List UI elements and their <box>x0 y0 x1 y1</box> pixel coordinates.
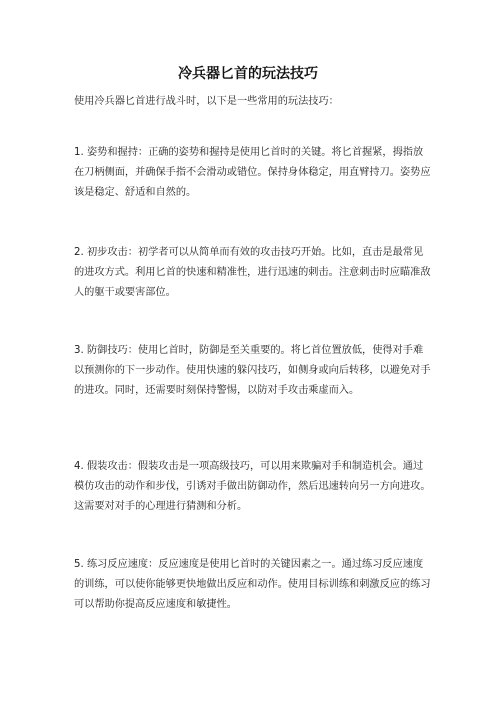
section-line: 该是稳定、舒适和自然的。 <box>74 187 197 198</box>
section-line: 在刀柄侧面，并确保手指不会滑动或错位。保持身体稳定，用直臂持刀。姿势应 <box>74 167 431 178</box>
section-line: 这需要对对手的心理进行猜测和分析。 <box>74 501 248 512</box>
section-line: 的进攻方式。利用匕首的快速和精准性，进行迅速的刺击。注意刺击时应瞄准敌 <box>74 267 431 278</box>
section-line: 4. 假装攻击：假装攻击是一项高级技巧，可以用来欺骗对手和制造机会。通过 <box>74 461 424 472</box>
section-line: 5. 练习反应速度：反应速度是使用匕首时的关键因素之一。通过练习反应速度 <box>74 559 424 570</box>
section-5 <box>74 555 431 615</box>
section-line: 的进攻。同时，还需要时刻保持警惕，以防对手攻击乘虚而入。 <box>74 385 360 396</box>
section-2 <box>74 243 431 303</box>
document-title: 冷兵器匕首的玩法技巧 <box>178 66 318 82</box>
section-line: 人的躯干或要害部位。 <box>74 287 176 298</box>
section-line: 2. 初步攻击：初学者可以从简单而有效的攻击技巧开始。比如，直击是最常见 <box>74 247 424 258</box>
section-line: 1. 姿势和握持：正确的姿势和握持是使用匕首时的关键。将匕首握紧，拇指放 <box>74 147 424 158</box>
section-line: 模仿攻击的动作和步伐，引诱对手做出防御动作，然后迅速转向另一方向进攻。 <box>74 481 431 492</box>
section-line: 可以帮助你提高反应速度和敏捷性。 <box>74 599 237 610</box>
section-line: 以预测你的下一步动作。使用快速的躲闪技巧，如侧身或向后转移，以避免对手 <box>74 365 431 376</box>
section-1 <box>74 143 431 203</box>
section-4 <box>74 457 431 517</box>
section-3 <box>74 341 431 401</box>
section-line: 3. 防御技巧：使用匕首时，防御是至关重要的。将匕首位置放低，使得对手难 <box>74 345 424 356</box>
section-line: 的训练，可以使你能够更快地做出反应和动作。使用目标训练和刺激反应的练习 <box>74 579 431 590</box>
intro-text: 使用冷兵器匕首进行战斗时，以下是一些常用的玩法技巧： <box>74 96 339 107</box>
